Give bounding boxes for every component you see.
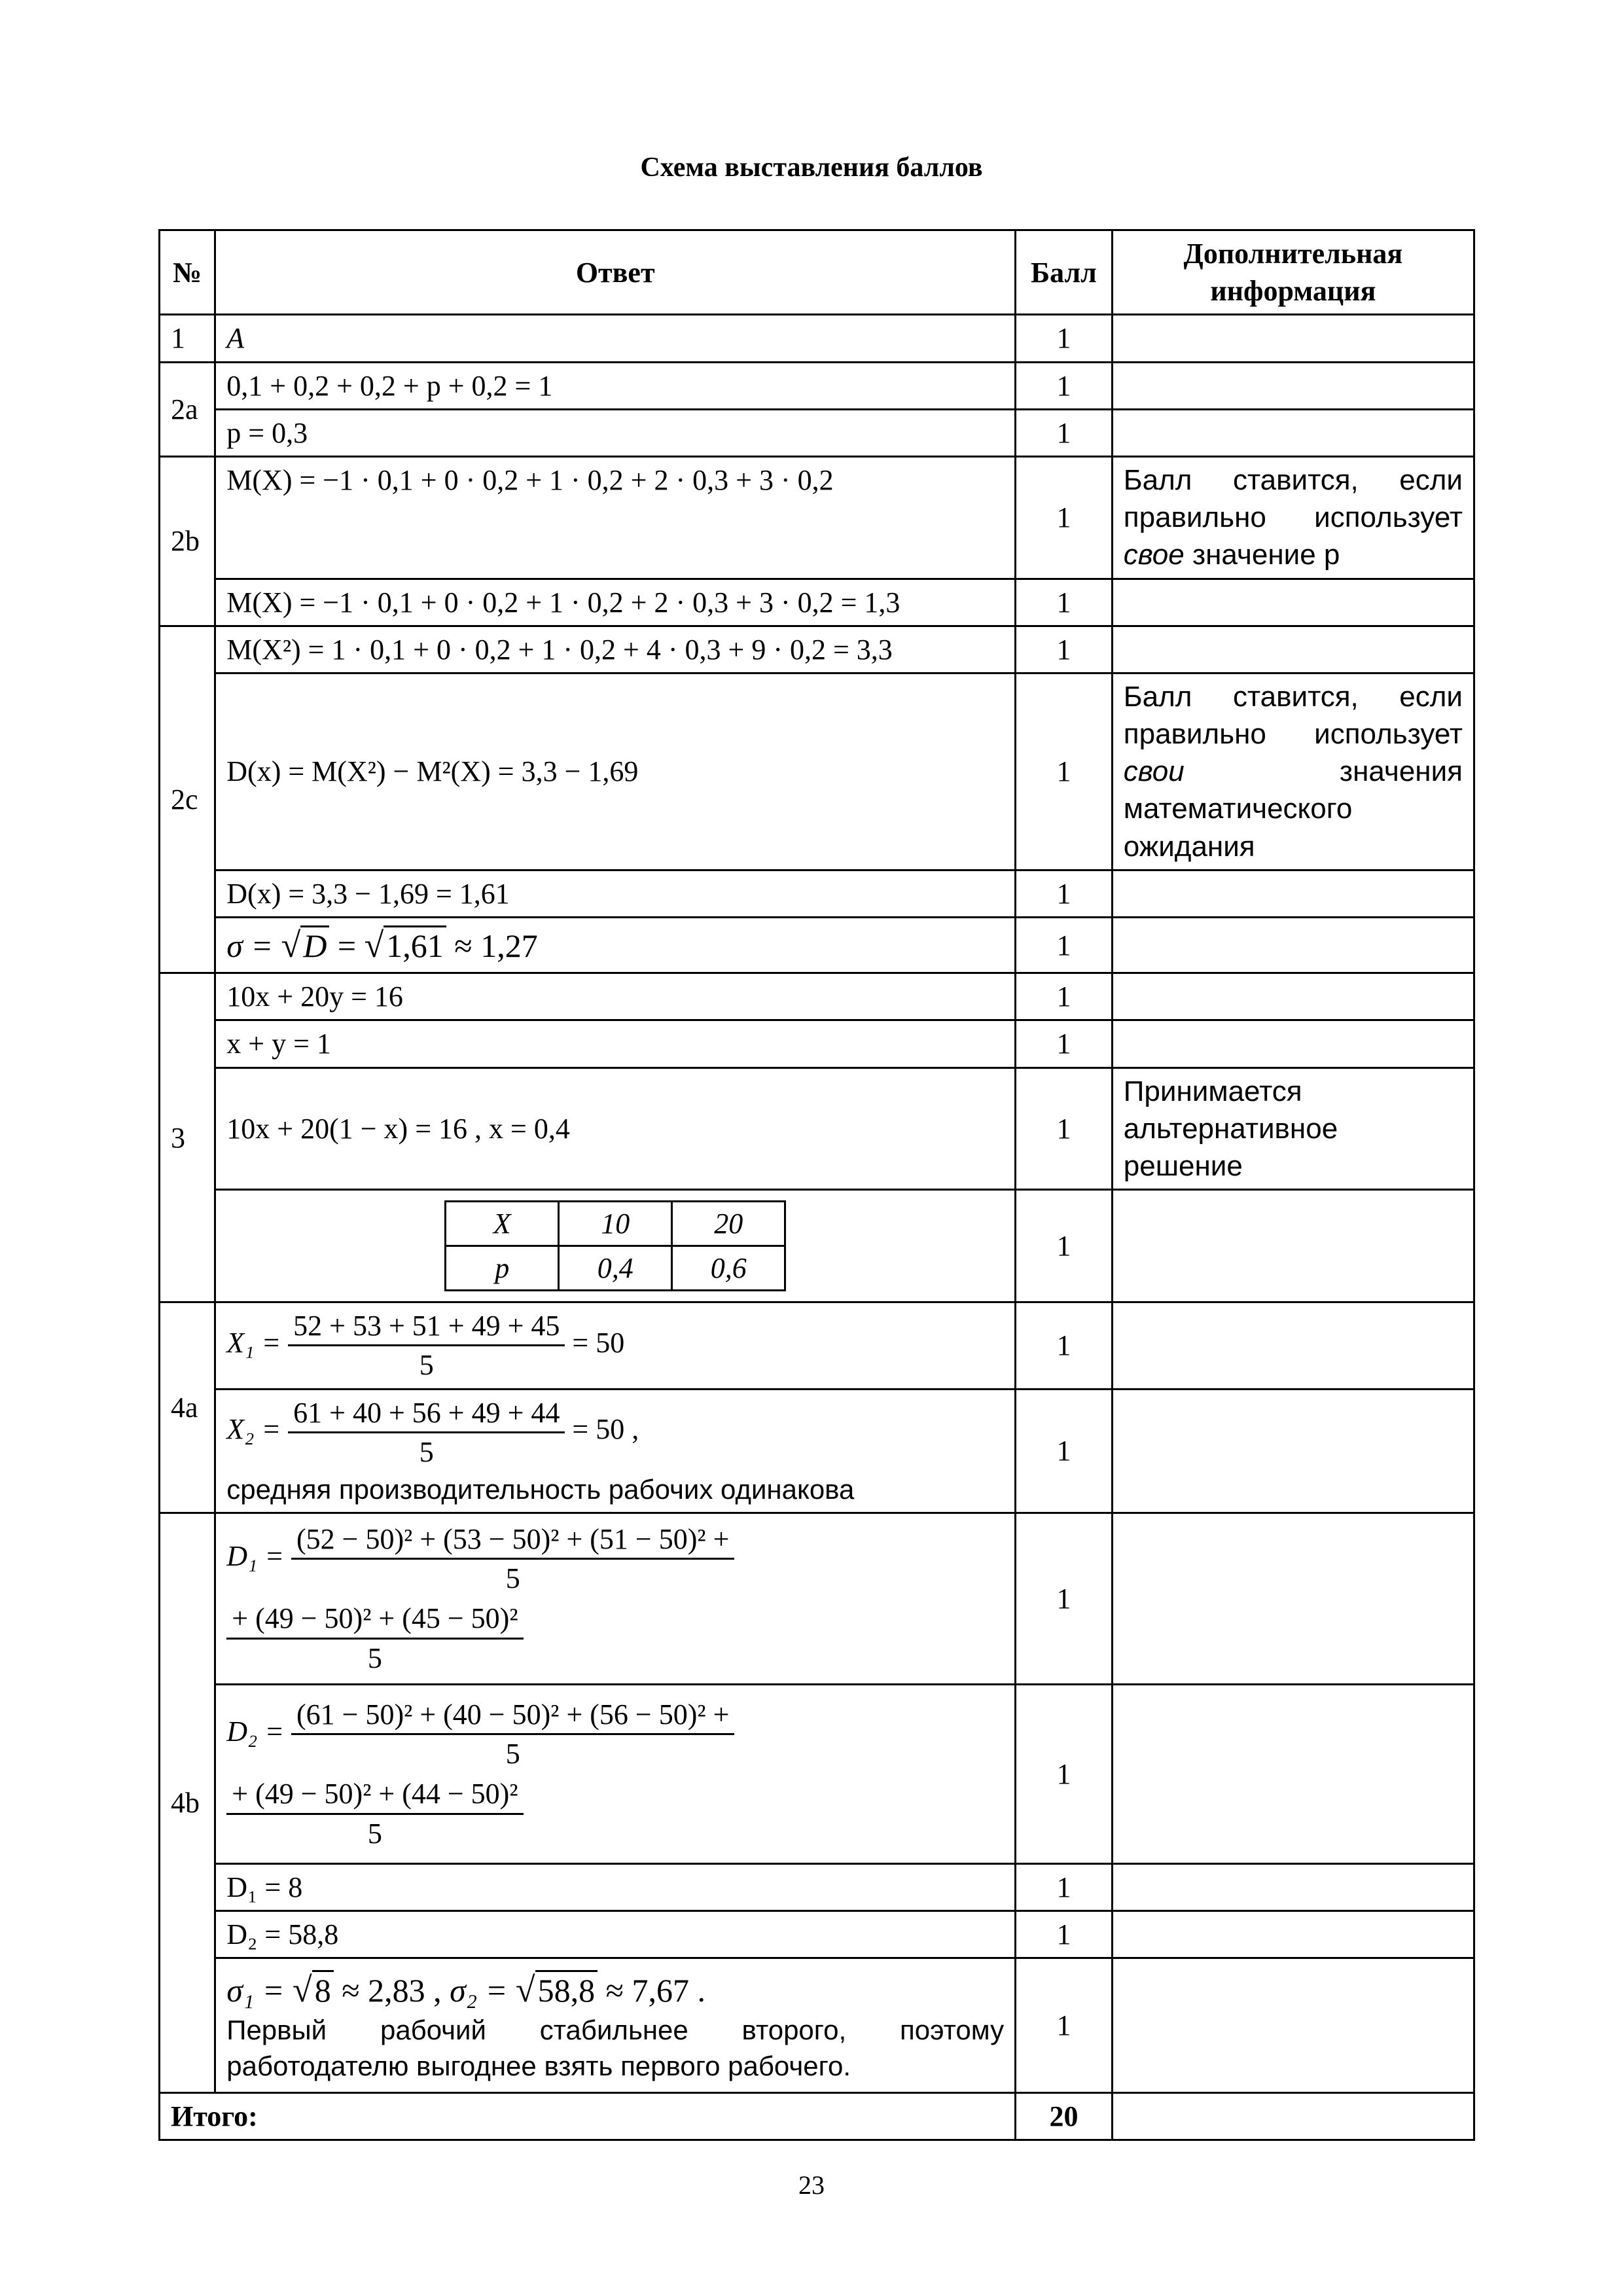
numerator: + (49 − 50)² + (45 − 50)²: [226, 1600, 523, 1639]
info-cell: [1112, 579, 1474, 626]
approx-value: ≈ 1,27: [446, 927, 538, 964]
radicand: 1,61: [383, 925, 446, 964]
distribution-table: [444, 1200, 786, 1291]
answer-text: D₁ = 8: [215, 1863, 1016, 1910]
info-cell: [1112, 1020, 1474, 1067]
info-text: значения математического ожидания: [1123, 755, 1463, 863]
table-row: [160, 456, 1474, 579]
answer-formula: [215, 1302, 1016, 1389]
table-row: [160, 870, 1474, 917]
answer-text: M(X²) = 1 · 0,1 + 0 · 0,2 + 1 · 0,2 + 4 · 0,3 + 9 · 0,2 = 3,3: [215, 626, 1016, 673]
denominator: 5: [419, 1435, 434, 1468]
table-row: [160, 1020, 1474, 1067]
task-number: 3: [160, 973, 215, 1302]
info-text: Балл ставится, если правильно использует: [1123, 463, 1463, 534]
score-cell: 1: [1016, 456, 1113, 579]
score-cell: 1: [1016, 579, 1113, 626]
sigma-symbol: σ =: [226, 927, 281, 964]
score-cell: 1: [1016, 1389, 1113, 1513]
approx-value: ≈ 2,83 ,: [333, 1972, 450, 2009]
table-row: [160, 973, 1474, 1020]
answer-text: 10x + 20y = 16: [215, 973, 1016, 1020]
answer-text: D(x) = M(X²) − M²(X) = 3,3 − 1,69: [215, 673, 1016, 870]
conclusion-text: Первый рабочий стабильнее второго, поэтому работодателю выгоднее взять первого рабочего.: [226, 2015, 1005, 2081]
distribution-row-p: [446, 1246, 785, 1291]
table-row: [160, 362, 1474, 409]
answer-text: x + y = 1: [215, 1020, 1016, 1067]
total-score: 20: [1016, 2093, 1113, 2140]
fraction: [226, 1600, 523, 1676]
score-cell: 1: [1016, 1513, 1113, 1685]
numerator: (61 − 50)² + (40 − 50)² + (56 − 50)² +: [291, 1696, 734, 1735]
task-number: 2c: [160, 626, 215, 973]
numerator: 52 + 53 + 51 + 49 + 45: [288, 1307, 565, 1346]
formula-rhs: = 50 ,: [572, 1413, 639, 1446]
info-cell: [1112, 673, 1474, 870]
answer-text: M(X) = −1 · 0,1 + 0 · 0,2 + 1 · 0,2 + 2 · 0,3 + 3 · 0,2: [215, 456, 1016, 579]
denominator: 5: [505, 1562, 520, 1595]
formula-rhs: = 50: [572, 1326, 625, 1359]
answer-formula: [215, 1958, 1016, 2093]
denominator: 5: [505, 1738, 520, 1770]
info-emphasis: свои: [1123, 755, 1185, 788]
distribution-cell: [215, 1190, 1016, 1302]
score-cell: 1: [1016, 1190, 1113, 1302]
distribution-cell: 0,6: [672, 1246, 785, 1291]
answer-text: D₂ = 58,8: [215, 1911, 1016, 1958]
conclusion-text: средняя производительность рабочих одинакова: [226, 1473, 855, 1505]
score-cell: 1: [1016, 1911, 1113, 1958]
info-cell: [1112, 870, 1474, 917]
approx-value: ≈ 7,67 .: [597, 1972, 706, 2009]
answer-text: 10x + 20(1 − x) = 16 , x = 0,4: [215, 1067, 1016, 1190]
answer-text: p = 0,3: [215, 409, 1016, 456]
info-cell: [1112, 973, 1474, 1020]
info-emphasis: свое: [1123, 539, 1185, 571]
table-row: [160, 1911, 1474, 1958]
score-cell: 1: [1016, 1863, 1113, 1910]
sqrt-icon: √: [293, 1970, 312, 2009]
info-cell: [1112, 626, 1474, 673]
answer-text: 0,1 + 0,2 + 0,2 + p + 0,2 = 1: [215, 362, 1016, 409]
numerator: + (49 − 50)² + (44 − 50)²: [226, 1775, 523, 1814]
task-number: 1: [160, 315, 215, 362]
answer-formula: [215, 918, 1016, 973]
formula-lhs: D₂ =: [226, 1715, 285, 1748]
score-cell: 1: [1016, 1684, 1113, 1863]
table-row: [160, 1684, 1474, 1863]
distribution-cell: p: [446, 1246, 559, 1291]
equals: =: [329, 927, 365, 964]
score-cell: 1: [1016, 626, 1113, 673]
scoring-table: [158, 229, 1475, 2141]
header-score: Балл: [1016, 230, 1113, 315]
table-row: [160, 1513, 1474, 1685]
formula-lhs: X₂ =: [226, 1413, 281, 1446]
page-title: Схема выставления баллов: [640, 152, 983, 183]
info-cell: [1112, 1911, 1474, 1958]
score-cell: 1: [1016, 870, 1113, 917]
info-text: значение p: [1184, 539, 1340, 571]
table-row: [160, 1067, 1474, 1190]
info-text: Балл ставится, если правильно использует: [1123, 680, 1463, 751]
sigma-symbol: σ₂ =: [450, 1972, 516, 2009]
score-cell: 1: [1016, 409, 1113, 456]
header-row: [160, 230, 1474, 315]
table-row: [160, 1389, 1474, 1513]
task-number: 4a: [160, 1302, 215, 1513]
table-row: [160, 579, 1474, 626]
answer-formula: [215, 1513, 1016, 1685]
distribution-cell: 20: [672, 1201, 785, 1246]
distribution-cell: 0,4: [559, 1246, 672, 1291]
sqrt-icon: √: [515, 1970, 535, 2009]
fraction: [291, 1696, 734, 1772]
total-label: Итого:: [160, 2093, 1016, 2140]
info-cell: [1112, 456, 1474, 579]
table-row: [160, 409, 1474, 456]
numerator: 61 + 40 + 56 + 49 + 44: [288, 1394, 565, 1433]
table-row: [160, 1863, 1474, 1910]
answer-text: D(x) = 3,3 − 1,69 = 1,61: [215, 870, 1016, 917]
info-cell: [1112, 315, 1474, 362]
answer-text: M(X) = −1 · 0,1 + 0 · 0,2 + 1 · 0,2 + 2 · 0,3 + 3 · 0,2 = 1,3: [215, 579, 1016, 626]
info-cell: [1112, 409, 1474, 456]
denominator: 5: [419, 1349, 434, 1382]
task-number: 4b: [160, 1513, 215, 2093]
fraction: [226, 1775, 523, 1852]
distribution-cell: 10: [559, 1201, 672, 1246]
sqrt-icon: √: [364, 925, 384, 965]
info-cell: [1112, 1302, 1474, 1389]
header-number: №: [160, 230, 215, 315]
denominator: 5: [367, 1641, 382, 1674]
table-row: [160, 673, 1474, 870]
radicand: 8: [312, 1970, 334, 2009]
denominator: 5: [367, 1817, 382, 1850]
sigma-symbol: σ₁ =: [226, 1972, 293, 2009]
task-number: 2a: [160, 362, 215, 456]
radicand: D: [300, 925, 329, 964]
info-cell: [1112, 1863, 1474, 1910]
info-cell: [1112, 918, 1474, 973]
info-cell: Принимается альтернативное решение: [1112, 1067, 1474, 1190]
score-cell: 1: [1016, 362, 1113, 409]
table-row: [160, 918, 1474, 973]
table-row: [160, 1190, 1474, 1302]
score-cell: 1: [1016, 1020, 1113, 1067]
score-cell: 1: [1016, 973, 1113, 1020]
formula-lhs: D₁ =: [226, 1539, 285, 1572]
score-cell: 1: [1016, 315, 1113, 362]
score-cell: 1: [1016, 1067, 1113, 1190]
info-cell: [1112, 1958, 1474, 2093]
table-row: [160, 1958, 1474, 2093]
sqrt-icon: √: [281, 925, 301, 965]
table-row: [160, 1302, 1474, 1389]
formula-lhs: X₁ =: [226, 1326, 281, 1359]
table-row: [160, 626, 1474, 673]
answer-text: A: [226, 322, 245, 355]
page-number: 23: [798, 2170, 825, 2200]
header-answer: Ответ: [215, 230, 1016, 315]
header-info: Дополнительная информация: [1112, 230, 1474, 315]
info-cell: [1112, 1513, 1474, 1685]
fraction: [291, 1520, 734, 1597]
task-number: 2b: [160, 456, 215, 626]
fraction: [288, 1394, 565, 1471]
radicand: 58,8: [535, 1970, 598, 2009]
answer-formula: [215, 1389, 1016, 1513]
total-row: [160, 2093, 1474, 2140]
info-cell: [1112, 1389, 1474, 1513]
info-cell: [1112, 1684, 1474, 1863]
fraction: [288, 1307, 565, 1384]
score-cell: 1: [1016, 1302, 1113, 1389]
info-cell: [1112, 2093, 1474, 2140]
info-cell: [1112, 362, 1474, 409]
numerator: (52 − 50)² + (53 − 50)² + (51 − 50)² +: [291, 1520, 734, 1560]
distribution-row-x: [446, 1201, 785, 1246]
table-row: [160, 315, 1474, 362]
score-cell: 1: [1016, 918, 1113, 973]
score-cell: 1: [1016, 1958, 1113, 2093]
answer-formula: [215, 1684, 1016, 1863]
info-cell: [1112, 1190, 1474, 1302]
distribution-cell: X: [446, 1201, 559, 1246]
score-cell: 1: [1016, 673, 1113, 870]
